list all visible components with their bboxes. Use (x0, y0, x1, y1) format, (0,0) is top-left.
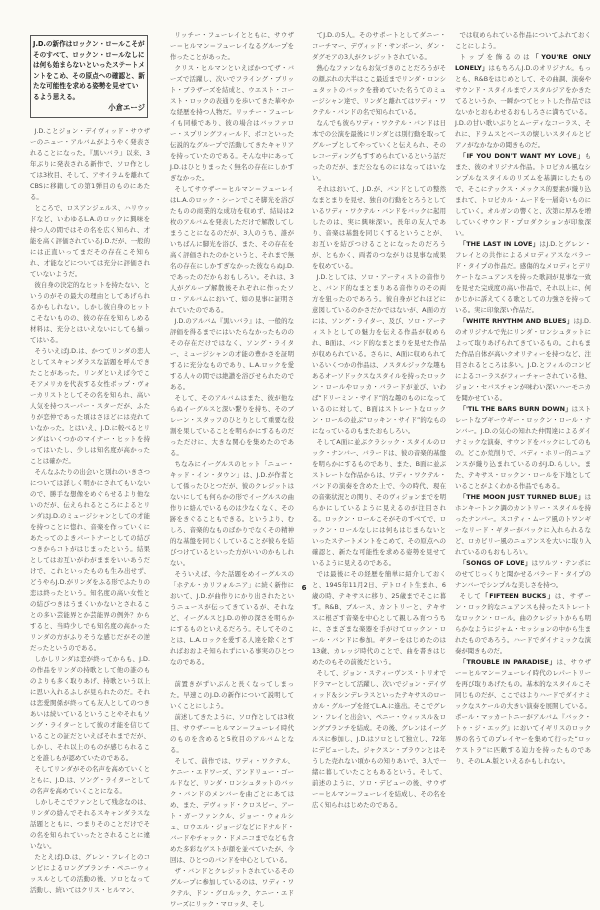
paragraph (455, 558, 591, 591)
paragraph: そういえば、今た話題をめイーグルスの「ホテル・カリフォルニア」に続く新作において、J.D.が曲作りにかり出されたというニュースが伝ってきているが、それなど、イーグルスとJ.D.の仲の深さを明らかにするものといえるだろう。そしてそのことは、L.A.ロックを愛する人達を除くとすればおおよそ知られずにいる事実のひとつなのである。 (170, 570, 294, 666)
paragraph (455, 591, 591, 657)
paragraph: てJ.D.の5人。そのサポートとしてダニー・コーチマー、デヴィッド・サンボーン、ダン・ダグモアの3人がクレジットされている。 (312, 31, 446, 61)
song-title: 「FIFTEEN BUCKS」 (481, 592, 555, 600)
paragraph-text: もまた、彼のオリジナル作品。トロピカル風なシンプルなスタイルのリズムを基調にしたもので、そこにテックス・メックス的要素が織り込まれて、トロピカル・ムードを一層奇いものにしていく。オルガンの響くと、次第に厚みを増していくサウンド・プロダクションが印象深い。 (455, 152, 591, 237)
paragraph: しかしリンダは恋が終ってからも、J.D.の作品をリンダの持歌として他の誰のものよりも多く取りあげ、持歌という以上に思い入れるふしが見られたのだ。それは恋愛関係が終っても友人としてのつきあいは続いているということやそれもソング・ライターとして彼の才能を信じていることの証だといえばそれまでだが、しかし、それ以上のものが感じられることを誰しもが認めていたのである。 (30, 655, 150, 762)
paragraph (455, 239, 591, 316)
paragraph: J.D.のアルバム『黒いバラ』は、一般的な評価を得るまでにはいたらなかったもののその存在だけではなく、ソング・ライター、ミュージシャンの才能の豊かさを証明するに充分なものであり、L.A.ロックを愛する人々の間では絶讃を浴びせられたのである。 (170, 317, 294, 391)
paragraph: 前述してきたように、ソロ作としては3枚目、サウザー＝ヒルマン＝フューレイ時代のものを含めると5枚目のアルバムとなる。 (170, 713, 294, 754)
paragraph: たとえばJ.D.は、グレン・フレイとのコンビによるロングブランチ・ペニーウィッスルとしての活動の後、ソロとなって活動し、続いてはクリス・ヒルマン、 (30, 853, 150, 894)
text-column-2 (170, 30, 294, 910)
paragraph: 前置きがずいぶんと長くなってしまった。早速このJ.D.の新作について説明していくことにしよう。 (170, 680, 294, 710)
paragraph: そしてサウザー＝ヒルマン＝フューレイはL.A.のロック・シーンでこそ脚光を浴びたものの商業的な成功を収めず、結局は2枚のアルバムを発表しただけで解散してしまうことになるのだが、3人のうち、誰がいちばんに脚光を浴び、また、その存在を高く評価されたのかというと、それまで無名の存在にしかすぎなかった彼ならぬJ.D.であったのだからおもしろい。それは、3人がグループ解散後それぞれに作ったソロ・アルバムにおいて、如の見事に証明されていたのである。 (170, 185, 294, 314)
paragraph: なんでも彼らワディ・ワクテル・バンドは日本での公演を最後にリンダとは別行動を取ってグループとしてやっていくと伝えられ、そのレコーディングもすすめられているという話だったのだが、まだ公なものにはなってはいない。 (312, 119, 446, 182)
paragraph-text: は、サウザー＝ヒルマン＝フューレイ時代のレパートリーを再び取りあげたもの。基本的なスタイルこそ同じものだが、ここではよりハードでダイナミックなスケールの大きい演奏を展開している。ポール・マッカートニーがアルバム『バック・トゥ・ジ・エッグ』においてイギリスのロック界の名うてのプレイヤーを集めて行った“ロッケストラ”に匹敵する迫力を持ったものであり、そのL.A.版といえるかもしれない。 (455, 658, 592, 765)
paragraph-text: そして (459, 592, 482, 600)
paragraph: リッチー・フューレイとともに、サウザー＝ヒルマン＝フューレイなるグループを作ったことがあった。 (170, 31, 294, 61)
paragraph: そしてリンダがその名声を高めていくとともに、J.D.は、ソング・ライターとしての名声を高めていくことになる。 (30, 765, 150, 795)
paragraph: しかしそこでファンとして残念なのは、リンダの絡んでそれるスキャンダラスな話題とともに、つまりそのことだけでその名を知られていったとされることに違いない。 (30, 798, 150, 850)
paragraph: そして、前作では、ワディ・ワクテル、ケニー・エドワーズ、アンドリュー・ゴールドなど、リンダ・ロンシュタットのバック・バンドのメンバーを曲ごとにあてはめ、また、デヴィッド・クロスビー、アート・ガーファンクル、ジョー・ウォルシュ、ロウエル・ジョージなどにドナルド・バードやチャック・ドメニコまでなども含めた多彩なゲストが顔を並べていたが、今回は、ひとつのバンドを中心としている。 (170, 757, 294, 864)
paragraph (455, 404, 591, 492)
paragraph (455, 492, 591, 558)
song-title: 「THE LAST IN LOVE」 (459, 240, 540, 248)
paragraph: そして、そのアルバムはまた、彼が他ならぬイーグルスと深い繋りを持ち、そのブレーン・スタッフのひとりとして重要な役割を果していることを明らかにするものだっただけに、大きな関心を集めたのである。 (170, 394, 294, 457)
author-name: 小倉エージ (108, 103, 145, 112)
song-title: 「'TIL THE BARS BURN DOWN」 (459, 405, 572, 413)
paragraph-text: はホンキートンク調のカントリー・スタイルを持ったナンバー。スコティ・ムーア風のトワンギーなリード・ギターがバックに入れられるなど、ロカビリー風のニュアンスを大いに取り入れているのもおもしろい。 (455, 493, 591, 556)
paragraph: 熱心なファンならお気づきのことだろうがその顔ぶれの大半はここ最近までリンダ・ロンシュタットのバックを務めていた名うてのミュージシャン達で、リンダと離れてはワディ・ワクテル・バンドの名で知られている。 (312, 64, 446, 116)
paragraph: そして、ジョン・スティーヴンス・トリオでドラマーとして活躍し、次いでジョン・デイヴィッド＆シンデレラスといったテキサスのローカル・グループを経てL.A.に進出。そこでグレン・フレイと出会い、ペニー・ウィッスル＆ロングブランチを結成。その後、グレンはイーグルスに参加し、J.D.はソロとして独立し、72年にデビューした。ジャクスン・ブラウンとはそうした売れない頃からの知りあいで、3人で一緒に暮していたこともあるという。そして、前述のように、ソロ・デビューの後、サウザー＝ヒルマン＝フューレイを結成し、その名を広く知られはじめたのである。 (312, 669, 447, 809)
paragraph: そういえばJ.D.は、かつてリンダの恋人としてスキャンダラスな話題を呼んできたことがあった。リンダといえば今でこそアメリカを代表する女性ポップ・ヴォーカリストとしてその名を知られ、高い人気を持つスーパー・スターだが、ふたりが恋仲であった頃はさほどには売れていなかった。とはいえ、J.D.に較べるとリンダはいくつかのマイナー・ヒットを持ってはいたし、少しは知名度が高かったことは確かだ。 (30, 347, 150, 465)
paragraph (455, 657, 591, 767)
song-title: 「IF YOU DON'T WANT MY LOVE」 (459, 152, 585, 160)
paragraph (455, 151, 591, 239)
paragraph-text: トップを飾るのは (459, 53, 533, 61)
lead-quote-text: J.D.の新作はロックン・ロールこそがそのすべて、ロックン・ロールなしには何も始まらないといったステートメントをこめ、その原点への確認と、新たな可能性を求める姿勢を見せているよう思える。 (33, 40, 145, 101)
paragraph-text: では収められている作品についてふれておくことにしよう。 (455, 31, 591, 50)
paragraph: それはおいて、J.D.が、バンドとしての整然なまとまりを見せ、独自の行動をとろうとしているワディ・ワクテル・バンドをバックに起用したのは、実に興味深い。長年の友人であり、音楽は基盤を同じくするということが、お互いを結びつけることになったのだろうが、ともかく、両者のつながりは見事な成果を収めている。 (312, 185, 447, 270)
paragraph: クリス・ヒルマンといえばかつてザ・バーズで活躍し、次いでフライング・ブリット・ブラザーズを結成と、ウエスト・コースト・ロックの表通りを歩いてきた華やかな経歴を持つ人物だ。リッチー・フューレイも同様であり、彼の場合はバッファロー・スプリングフィールド、ポコといった伝説的なグループで活動してきたキャリアを持っていたのである。そんな中にあってJ.D.はひとりまったく無名の存在にしかすぎなかった。 (170, 64, 294, 182)
paragraph: J.D.ことジョン・デイヴィッド・サウザーのニュー・アルバムがようやく発表されることになった。『黒いバラ』以来、3年ぶりに発表される新作で、ソロ作としては3枚目、そして、アサイラムを離れてCBSに移籍しての第1弾目のものにあたる。 (30, 127, 150, 201)
paragraph-text: はJ.D.とグレン・フレイとの共作によるメロディアスなバラード・タイプの作品だ。感傷的なメロディとデリケートなニュアンスを持った歌詞が見事な一致を見せた完成度の高い作品で、それ以上に、何かじかに訴えてくる歌としての力強さを持っている。実に印象深い作品だ。 (455, 240, 591, 314)
song-title: 「THE MOON JUST TURNED BLUE」 (459, 493, 585, 501)
paragraph: 彼自身の決定的なヒットを持たない、というのがその最大の理由としてあげられるかもしれない。しかし彼自身のヒットこそないものの、彼の存在を知らしめる材料は、充分とはいえないにしても揃ってはいる。 (30, 281, 150, 344)
paragraph-text: はワルツ・テンポにのせてじっくりと聞かせるバラード・タイプのナンバーでシンプルな美しさを持つ。 (455, 559, 591, 589)
paragraph: J.D.としては、ソロ・アーティストの音作りと、バンド的なまとまりある音作りのその両方を狙ったのであろう。彼自身がどれほどに意図しているのかさだかではないが、A面の方には、ソング・ライター、及び、ソロ・アーティストとしての魅力を伝える作品が収められ、B面は、バンド的なまとまりを見せた作品が収められている。さらに、A面に収められているいくつかの作品は、ノスタルジックな趣もあるオーソドックスなスタイルを持ったロックン・ロールやロッカ・バラードが並び、いわば“ドリーミン・サイド”的な趣のものになっているのに対して、B面はストレートなロックン・ロールの並ぶ“ロッキン・サイド”的なものになっているのもまたおもしろい。 (312, 273, 446, 435)
paragraph (455, 30, 591, 52)
paragraph-text: はJ.D.のオリジナルで先にリンダ・ロンシュタットによって取りあげられてきているもの。これもまた作品自体が高いクオリティーを持つなど、注目されるところは多い。J.D.とフィルのコンビによるコーラスがフィーチャーされている他、ジョン・セバスチャンが味わい深いハーモニカを聞かせている。 (455, 317, 591, 402)
paragraph-text: はもちろんJ.D.のオリジナル。もっとも、R&Bをはじめとして、その曲調、演奏やサウンド・スタイルまでノスタルジアをかきたてるというか、一瞬かつてヒットした作品ではないかとおもわせるおもしろさに満ちている。J.D.の甘い歌いぶりとムーディなコーラス、それに、ドラムスとベースの懐しいスタイルとピアノがなかなかの聞きものだ。 (455, 64, 591, 149)
lead-quote-box (30, 35, 148, 118)
paragraph: では最後にその経歴を簡単に紹介しておくと、1945年11月2日、デトロイト生まれ、6歳の時、テキサスに移り、25歳までそこに暮す。R&B、ブルース、カントリーと、テキサスに根ざす音楽を中心として親しみ育つうちに、さまざまな楽器を手がけてロックン・ロール・バンドに参加。ギターをはじめたのは13歳、カレッジ時代のことで、曲を書きはじめたのもその前後だという。 (312, 570, 446, 666)
paragraph (455, 316, 591, 404)
song-title: 「YOU'RE ONLY LONELY」 (455, 53, 591, 72)
paragraph-text: はストレートなブギーウギー・ロックン・ロール・ナンバー。J.D.の気心の知れた仲間達によるダイナミックな演奏、サウンドをバックにしてのもの。どこか荒削りで、バディ・ホリー的ニュアンスが織り込まれているのがJ.D.らしい。また、テキサス・ロックン・ロールを下地としていることがよくわかる作品でもある。 (455, 405, 592, 490)
paragraph: そしてA面に並ぶクラシック・スタイルのロック・ナンバー、バラードは、彼の音楽的基盤を明らかにするものであり、また、B面に並ぶストレートな作品からは、ワディ・ワクテル・バンドの演奏を含めた上で、今の時代、現在の音楽状況との関り、そのヴィジョンまでを明らかにしているように見えるのが注目される。ロックン・ロールこそがそのすべてで、ロックン・ロールなしには何もはじまらないといったステートメントをこめて、その原点への確認と、新たな可能性を求める姿勢を見せているように見えるのである。 (312, 438, 446, 567)
song-title: 「SONGS OF LOVE」 (459, 559, 532, 567)
text-column-1 (30, 126, 150, 896)
text-column-4 (455, 30, 591, 767)
song-title: 「TROUBLE IN PARADISE」 (459, 658, 557, 666)
paragraph: ザ・バンドとクレジットされているそのグループに参加しているのは、ワディ・ワクテル、ドン・グロルック、ケニー・エドワーズにリック・マロッタ、そし (170, 867, 294, 908)
paragraph-text: は、サザーン・ロック的なニュアンスも持ったストレートなロックン・ロール。曲のクレジットからも明らかなようにジャム・セッションの中から生まれたものであろう。ハードでダイナミックな演奏が聞きものだ。 (455, 592, 592, 655)
page-number: 6 (301, 584, 307, 592)
paragraph (455, 52, 591, 151)
paragraph: ところで、ロスアンジェルス、ハリウッドなど、いわゆるL.A.のロックに興味を持つ人の間ではその名を広く知られ、才能を高く評価されているJ.D.だが、一般的には正直いってまだその存在こそ知られ、才能などについては充分に評価されていないようだ。 (30, 204, 150, 278)
song-title: 「WHITE RHYTHM AND BLUES」 (459, 317, 574, 325)
text-column-3 (312, 30, 446, 811)
paragraph: ちなみにイーグルスのヒット「ニュー・キッド・イン・タウン」は、J.D.が作者として係ったひとつだが、彼のクレジットはないにしても何らかの形でイーグルスの曲作りに絡んでいるものは少なくなく、その跡をきぐることもできる。というより、むしろ、音楽的なものばかりでなくその精神的な基盤を同じくしていることが彼らを結びつけているといった方がいいのかもしれない。 (170, 460, 294, 567)
paragraph: そんなふたりの出会いと別れのいきさつについては詳しく明かにされてもいないので、勝手な想像をめぐらせるより他ないのだが、伝えられるところによるとリンダはJ.D.のミュージシャンとしての才能を持つことに惚れ、音楽を作っていくにあたってのよきパートナーとしての結びつきからコトがはじまったという。結果としてはお互いがわがままをいいあうだけで、これといったものも生み出せず、どうやらJ.D.がリンダをふる形でふたりの恋は終ったという。知名度の高い女性との結びつきはうまくいかないとされることの多い芸能界とか芸能界の例外？からすると、当時少しでも知名度の高かったリンダの方がふりそうな感じだがその逆だったというのである。 (30, 468, 150, 652)
